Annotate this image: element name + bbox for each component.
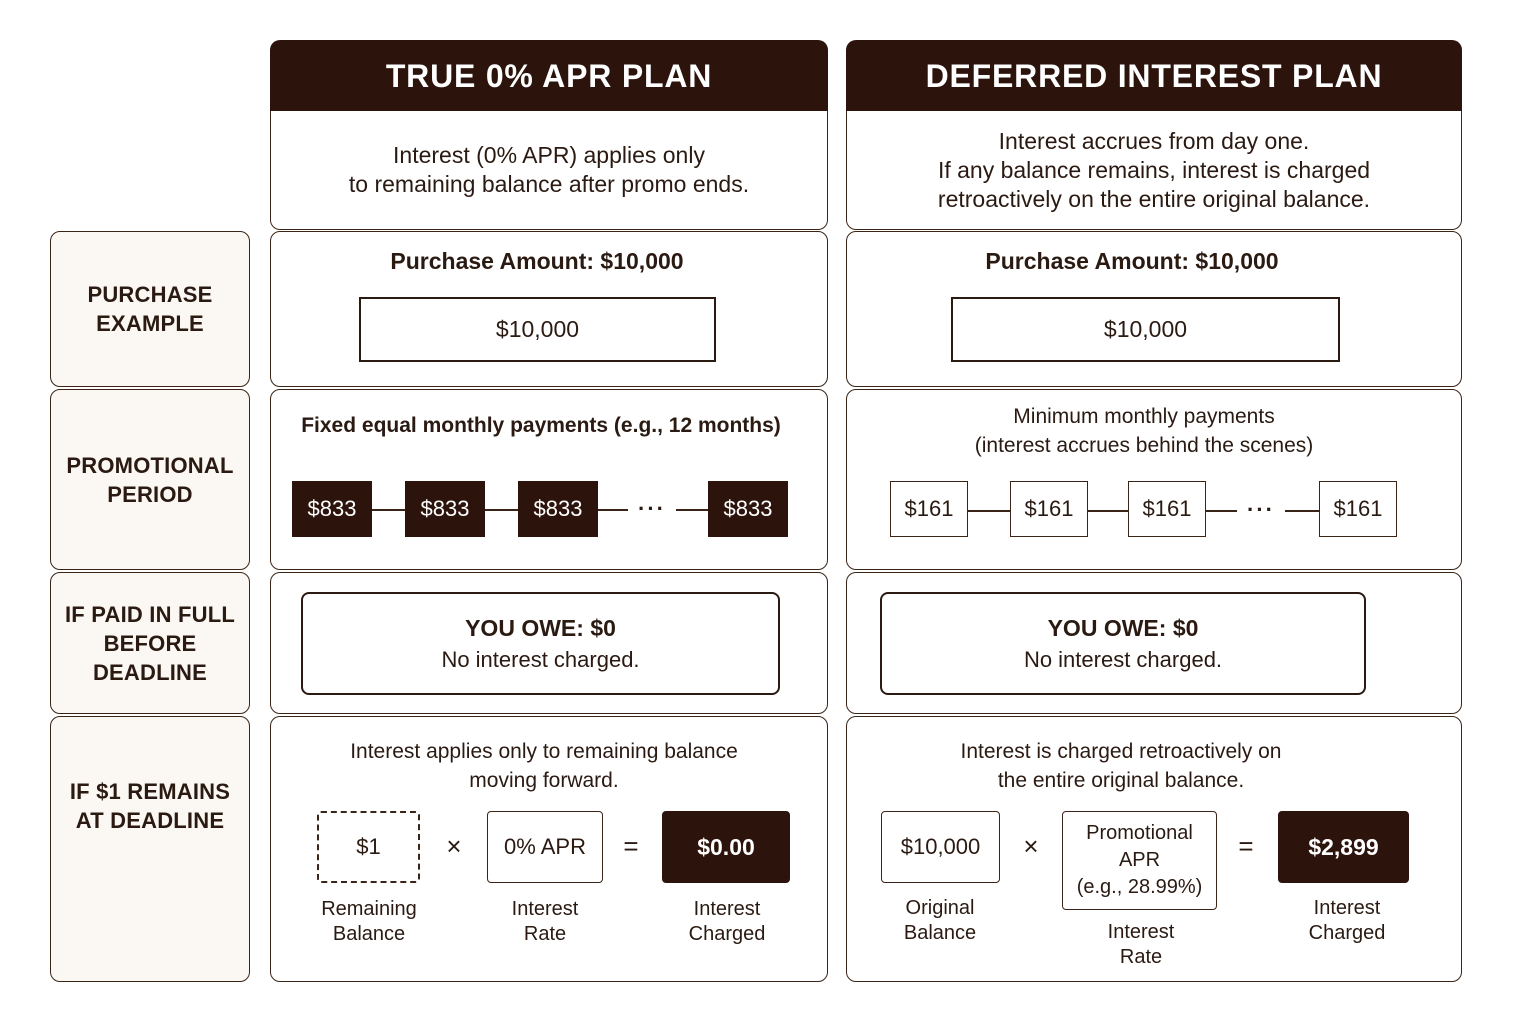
apr-line: APR — [1118, 849, 1161, 871]
deferred-plan-promo-title — [847, 402, 1441, 460]
true-plan-purchase-cell — [270, 231, 828, 387]
caption-line: Interest — [1313, 897, 1381, 919]
true-plan-title: TRUE 0% APR PLAN — [385, 57, 713, 94]
payment-connector — [968, 510, 1010, 512]
row-label-line: IF PAID IN FULL — [64, 601, 236, 627]
title-line: (interest accrues behind the scenes) — [974, 434, 1314, 457]
row-label-line: PERIOD — [107, 481, 193, 507]
true-plan-paid-cell — [270, 572, 828, 714]
caption-original-balance — [880, 896, 1000, 946]
payment-box: $833 — [708, 481, 788, 537]
caption-line: Interest — [693, 898, 761, 920]
interest-rate-box: 0% APR — [487, 811, 603, 883]
deferred-plan-remains-cell — [846, 716, 1462, 982]
deferred-plan-remains-title — [847, 737, 1395, 795]
title-line: Interest applies only to remaining balance — [350, 740, 738, 763]
payment-connector — [1285, 510, 1319, 512]
payment-connector — [1087, 510, 1129, 512]
description-line: Interest (0% APR) applies only — [393, 142, 705, 168]
payment-box: $161 — [1319, 481, 1397, 537]
multiply-sign: × — [446, 831, 462, 861]
deferred-plan-owe-box — [880, 592, 1366, 695]
owe-title: YOU OWE: $0 — [1047, 614, 1199, 641]
payment-box: $833 — [292, 481, 372, 537]
deferred-plan-purchase-amount: $10,000 — [951, 297, 1340, 362]
row-label-purchase-example — [50, 231, 250, 387]
description-line: to remaining balance after promo ends. — [348, 171, 750, 197]
caption-line: Remaining — [321, 898, 417, 920]
row-label-promotional-period — [50, 389, 250, 570]
caption-line: Original — [905, 897, 975, 919]
row-label-line: BEFORE DEADLINE — [92, 630, 208, 685]
original-balance-box: $10,000 — [881, 811, 1000, 883]
caption-interest-rate — [1081, 920, 1201, 970]
caption-line: Charged — [688, 923, 766, 945]
true-plan-owe-box — [301, 592, 780, 695]
deferred-plan-description — [846, 111, 1462, 230]
caption-interest-charged — [667, 897, 787, 947]
caption-line: Balance — [332, 923, 406, 945]
title-line: the entire original balance. — [997, 769, 1245, 792]
true-plan-promo-title: Fixed equal monthly payments (e.g., 12 months) — [301, 414, 781, 437]
true-plan-purchase-amount: $10,000 — [359, 297, 716, 362]
caption-interest-charged — [1287, 896, 1407, 946]
payment-connector — [485, 509, 519, 511]
title-line: Minimum monthly payments — [1013, 405, 1275, 428]
payment-connector — [676, 509, 709, 511]
owe-title: YOU OWE: $0 — [465, 614, 616, 641]
deferred-plan-paid-cell — [846, 572, 1462, 714]
owe-subtitle: No interest charged. — [1023, 646, 1223, 672]
payment-box: $161 — [1010, 481, 1088, 537]
caption-interest-rate — [485, 897, 605, 947]
multiply-sign: × — [1023, 831, 1039, 861]
owe-subtitle: No interest charged. — [441, 646, 640, 672]
description-line: If any balance remains, interest is charged — [937, 156, 1371, 183]
payment-box: $833 — [405, 481, 485, 537]
caption-line: Interest — [511, 898, 579, 920]
title-line: Interest is charged retroactively on — [960, 740, 1282, 763]
true-plan-purchase-title: Purchase Amount: $10,000 — [390, 248, 684, 274]
true-plan-description — [270, 111, 828, 230]
description-line: Interest accrues from day one. — [998, 127, 1310, 154]
row-label-line: EXAMPLE — [96, 311, 204, 336]
description-line: retroactively on the entire original balance. — [937, 185, 1371, 212]
true-plan-remains-title — [271, 737, 817, 795]
true-plan-promo-cell — [270, 389, 828, 570]
payment-box: $161 — [890, 481, 968, 537]
payment-box: $161 — [1128, 481, 1206, 537]
deferred-plan-promo-cell — [846, 389, 1462, 570]
row-label-line: IF $1 REMAINS — [69, 779, 231, 804]
deferred-plan-purchase-cell — [846, 231, 1462, 387]
apr-line: Promotional — [1086, 822, 1193, 844]
equals-sign: = — [1238, 831, 1254, 861]
ellipsis: ··· — [638, 496, 666, 521]
promotional-apr-box — [1062, 811, 1217, 910]
deferred-plan-purchase-title: Purchase Amount: $10,000 — [985, 248, 1279, 274]
ellipsis: ··· — [1247, 497, 1275, 522]
payment-box: $833 — [518, 481, 598, 537]
true-plan-header — [270, 40, 828, 112]
title-line: moving forward. — [469, 769, 619, 792]
caption-line: Interest — [1107, 921, 1175, 943]
true-plan-remains-cell — [270, 716, 828, 982]
payment-connector — [1205, 510, 1237, 512]
row-label-line: PROMOTIONAL — [66, 452, 234, 478]
caption-line: Rate — [1119, 946, 1163, 968]
caption-line: Rate — [523, 923, 567, 945]
remaining-balance-box: $1 — [317, 811, 420, 883]
caption-remaining-balance — [309, 897, 429, 947]
row-label-if-paid-in-full — [50, 572, 250, 714]
caption-line: Balance — [903, 922, 977, 944]
payment-connector — [598, 509, 628, 511]
caption-line: Charged — [1308, 922, 1386, 944]
interest-charged-box: $2,899 — [1278, 811, 1409, 883]
row-label-line: AT DEADLINE — [75, 808, 225, 833]
apr-line: (e.g., 28.99%) — [1076, 876, 1203, 898]
row-label-if-1-remains — [50, 716, 250, 982]
row-label-line: PURCHASE — [87, 282, 213, 307]
interest-charged-box: $0.00 — [662, 811, 790, 883]
deferred-plan-header — [846, 40, 1462, 112]
payment-connector — [371, 509, 407, 511]
equals-sign: = — [623, 831, 639, 861]
deferred-plan-title: DEFERRED INTEREST PLAN — [925, 57, 1383, 94]
